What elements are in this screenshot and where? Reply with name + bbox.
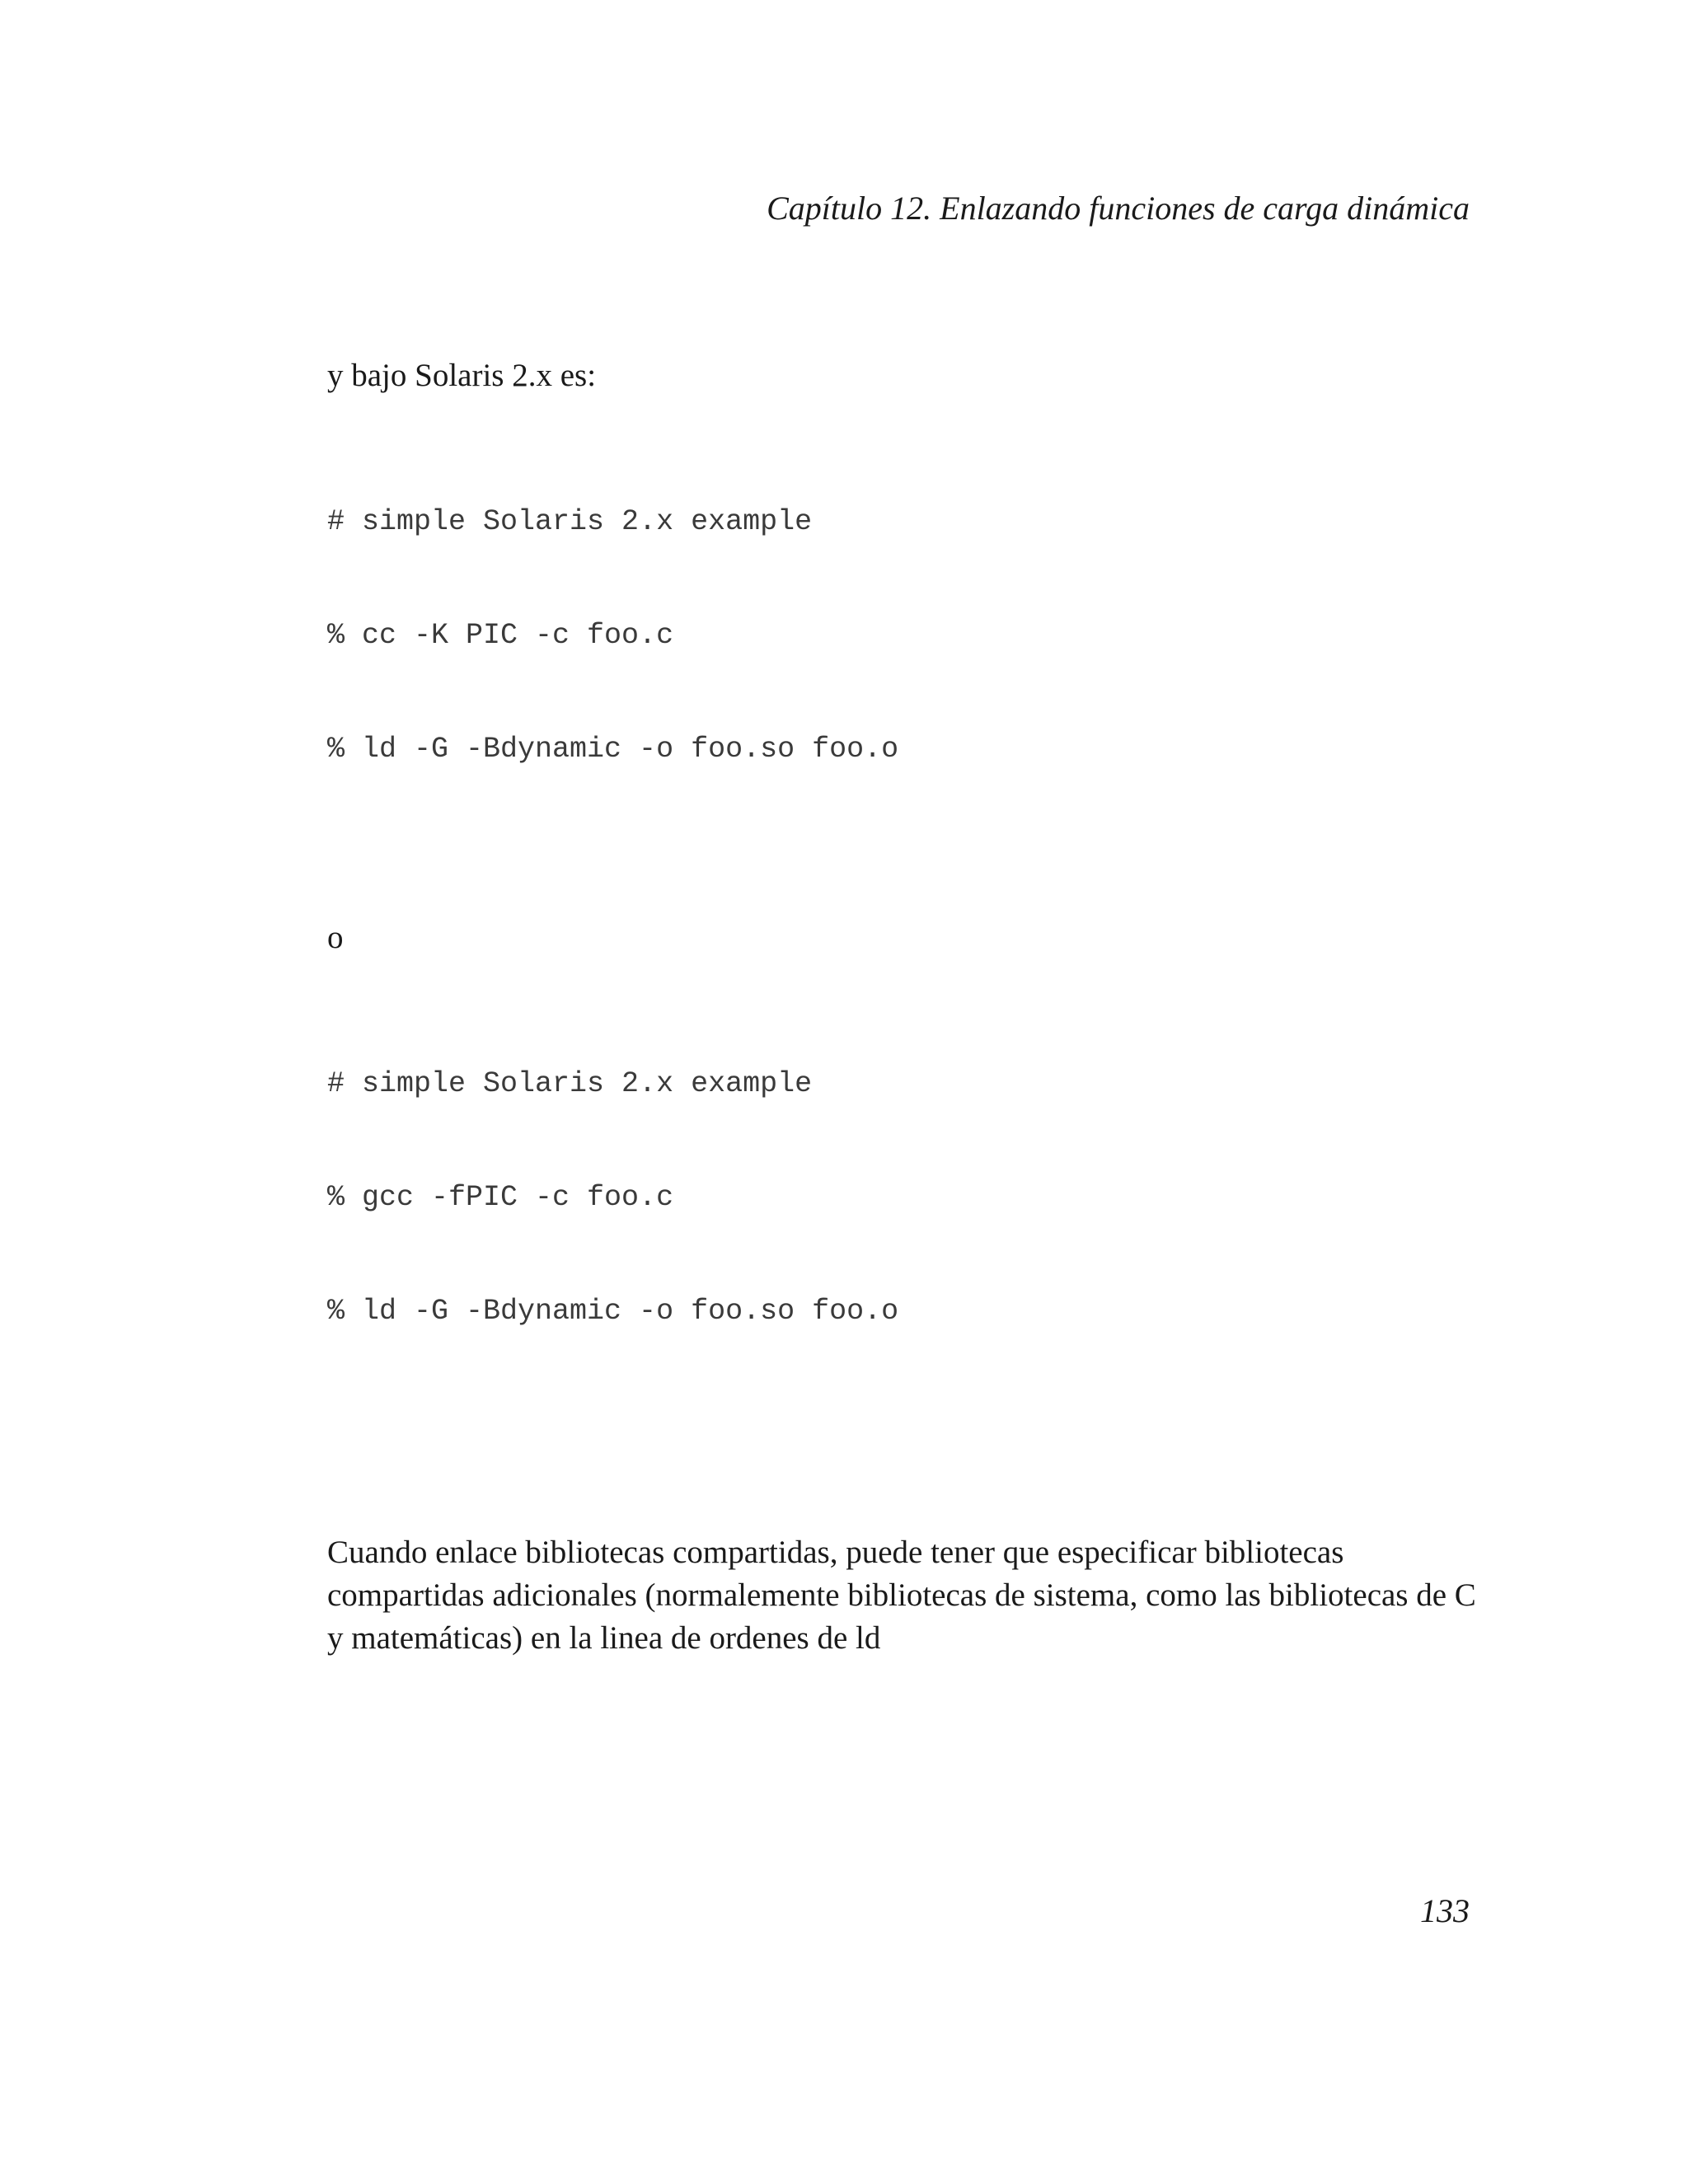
closing-paragraph: Cuando enlace bibliotecas compartidas, puede tener que especificar bibliotecas compartidas adicionales (normalemente bibliotecas de sistema, como las bibliotecas de C y matemáticas) en la linea de ordenes de ld bbox=[327, 1535, 1476, 1656]
or-paragraph: o bbox=[327, 920, 344, 955]
code-block-cc bbox=[327, 427, 1481, 844]
code-line: % gcc -fPIC -c foo.c bbox=[327, 1181, 674, 1214]
code-line: # simple Solaris 2.x example bbox=[327, 505, 813, 538]
page-number: 133 bbox=[1420, 1892, 1470, 1929]
code-block-gcc bbox=[327, 989, 1481, 1406]
page-content bbox=[327, 354, 1481, 1660]
running-header: Capítulo 12. Enlazando funciones de carga dinámica bbox=[767, 190, 1470, 227]
code-line: % ld -G -Bdynamic -o foo.so foo.o bbox=[327, 1295, 899, 1328]
code-line: % cc -K PIC -c foo.c bbox=[327, 619, 674, 652]
intro-paragraph: y bajo Solaris 2.x es: bbox=[327, 358, 597, 393]
code-line: % ld -G -Bdynamic -o foo.so foo.o bbox=[327, 733, 899, 766]
code-line: # simple Solaris 2.x example bbox=[327, 1067, 813, 1100]
